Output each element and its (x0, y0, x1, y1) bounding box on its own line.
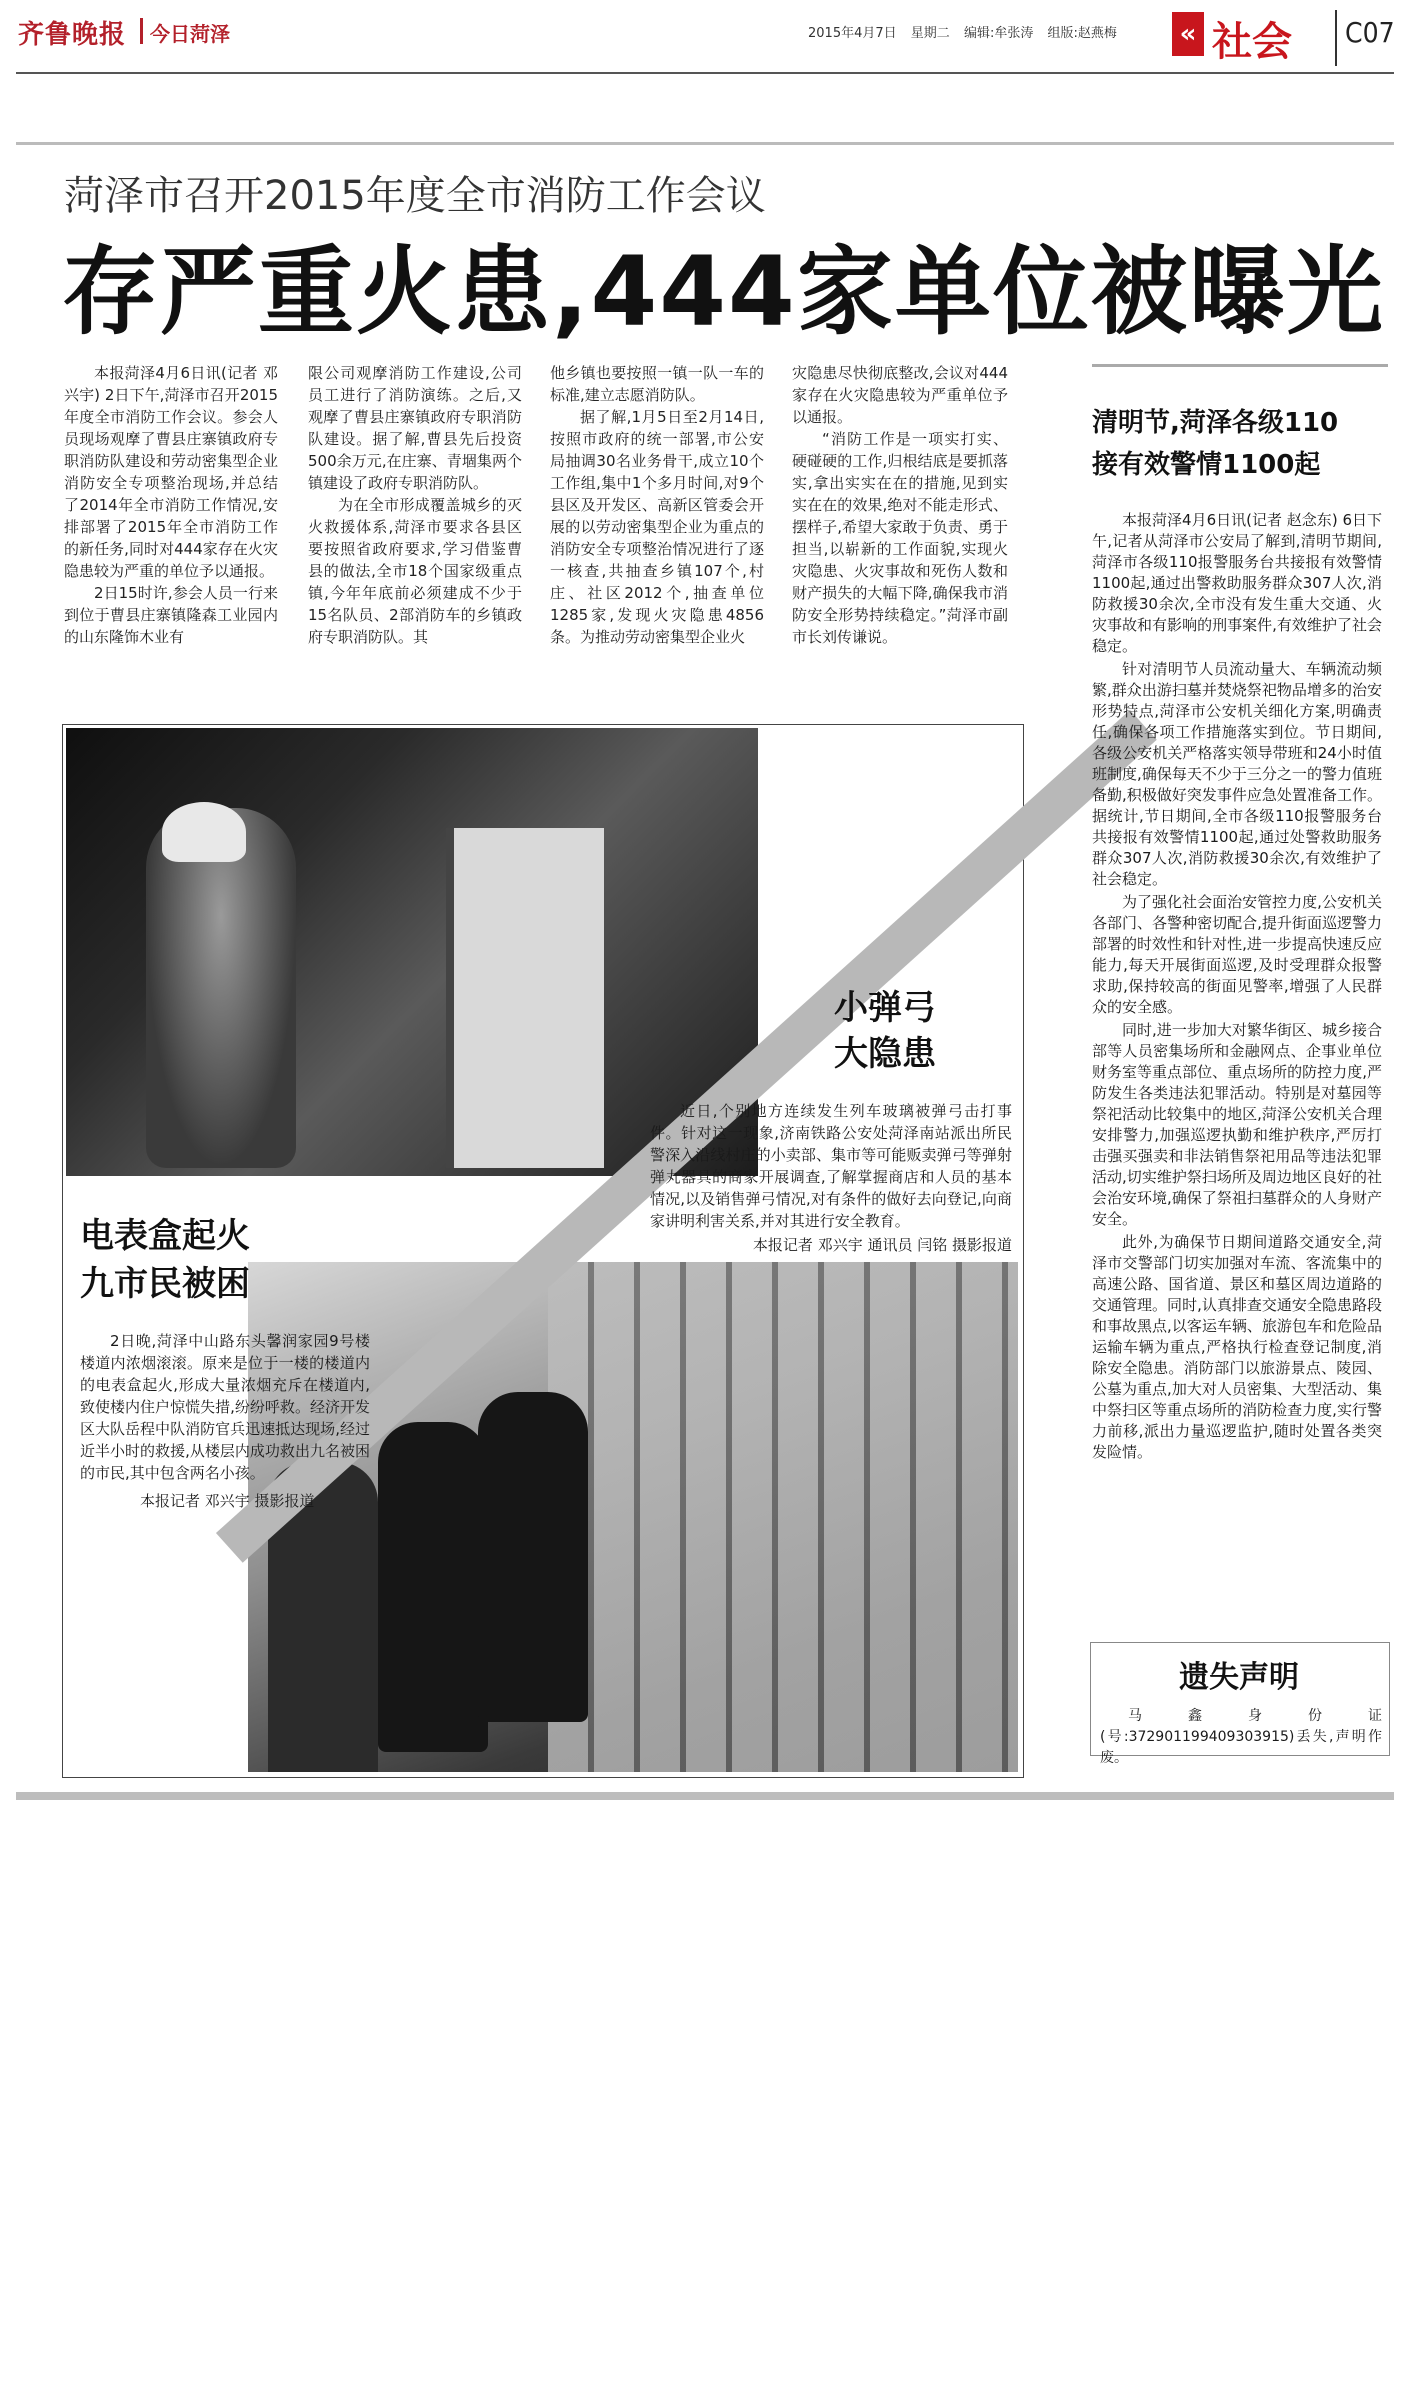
photo-shop-shelves (548, 1262, 1018, 1772)
paragraph: 2日15时许,参会人员一行来到位于曹县庄寨镇隆森工业园内的山东隆饰木业有 (64, 584, 278, 646)
paragraph: 本报菏泽4月6日讯(记者 邓兴宇) 2日下午,菏泽市召开2015年度全市消防工作会议。参会人员现场观摩了曹县庄寨镇政府专职消防队建设和劳动密集型企业消防安全专项整治现场,并总结了2014年全市消防工作情况,安排部署了2015年全市消防工作的新任务,同时对444家存在火灾隐患较为严重的单位予以通报。 (64, 364, 278, 580)
paragraph: 灾隐患尽快彻底整改,会议对444家存在火灾隐患较为严重单位予以通报。 (792, 364, 1008, 426)
meterbox-body: 2日晚,菏泽中山路东头馨润家园9号楼楼道内浓烟滚滚。原来是位于一楼的楼道内的电表盒起火,形成大量浓烟充斥在楼道内,致使楼内住户惊慌失措,纷纷呼救。经济开发区大队岳程中队消防官兵迅速抵达现场,经过近半小时的救援,从楼层内成功救出九名被困的市民,其中包含两名小孩。 (80, 1332, 370, 1482)
lead-column-4 (792, 362, 1008, 648)
lost-notice-title: 遗失声明 (1179, 1660, 1299, 1695)
slingshot-headline-line: 小弹弓 (834, 988, 936, 1028)
issue-weekday: 星期二 (910, 26, 950, 41)
lead-subheadline: 菏泽市召开2015年度全市消防工作会议 (64, 173, 766, 219)
sidebar-rule (1092, 364, 1388, 367)
layout-credit: 组版:赵燕梅 (1047, 26, 1117, 41)
slingshot-body: 近日,个别地方连续发生列车玻璃被弹弓击打事件。针对这一现象,济南铁路公安处菏泽南站派出所民警深入沿线村庄的小卖部、集市等可能贩卖弹弓等弹射弹丸器具的商家开展调查,了解掌握商店和人员的基本情况,以及销售弹弓情况,对有条件的做好去向登记,向商家讲明利害关系,并对其进行安全教育。 (650, 1102, 1012, 1230)
paragraph: 他乡镇也要按照一镇一队一车的标准,建立志愿消防队。 (550, 364, 764, 404)
paragraph: 为在全市形成覆盖城乡的灭火救援体系,菏泽市要求各县区要按照省政府要求,学习借鉴曹县的做法,全市18个国家级重点镇,今年年底前必须建成不少于15名队员、2部消防车的乡镇政府专职消防队。其 (308, 496, 522, 646)
meterbox-headline (80, 1212, 250, 1308)
section-divider (1335, 10, 1337, 66)
meterbox-story (80, 1330, 370, 1512)
newspaper-logo: 齐鲁晚报 (18, 20, 127, 50)
issue-date: 2015年4月7日 (808, 26, 897, 41)
sidebar-headline (1092, 402, 1388, 486)
photo-helmet (162, 802, 246, 862)
section-label: 社会 (1212, 19, 1292, 65)
lead-headline: 存严重火患,444家单位被曝光 (62, 236, 1385, 348)
page-number: C07 (1345, 16, 1395, 49)
issue-meta (808, 22, 1127, 41)
sidebar-story (1092, 510, 1382, 1465)
paragraph: 同时,进一步加大对繁华街区、城乡接合部等人员密集场所和金融网点、企事业单位财务室等重点部位、重点场所的防控力度,严防发生各类违法犯罪活动。特别是对墓园等祭祀活动比较集中的地区,菏泽公安机关合理安排警力,加强巡逻执勤和维护秩序,严厉打击强买强卖和非法销售祭祀用品等违法犯罪活动,切实维护祭扫场所及周边地区良好的社会治安环境,确保了祭祖扫墓群众的人身财产安全。 (1092, 1021, 1382, 1228)
paragraph: 本报菏泽4月6日讯(记者 赵念东) 6日下午,记者从菏泽市公安局了解到,清明节期间,菏泽市各级110报警服务台共接报有效警情1100起,通过出警救助服务群众307人次,消防救援30余次,全市没有发生重大交通、火灾事故和有影响的刑事案件,有效维护了社会稳定。 (1092, 511, 1382, 655)
paragraph: 据了解,1月5日至2月14日,按照市政府的统一部署,市公安局抽调30名业务骨干,成立10个工作组,集中1个多月时间,对9个县区及开发区、高新区管委会开展的以劳动密集型企业为重点的消防安全专项整治情况进行了逐一核查,共抽查乡镇107个,村庄、社区2012个,抽查单位1285家,发现火灾隐患4856条。为推动劳动密集型企业火 (550, 408, 764, 646)
lost-notice-body: 马鑫身份证(号:372901199409303915)丢失,声明作废。 (1100, 1708, 1382, 1766)
meterbox-headline-line: 九市民被困 (80, 1264, 250, 1304)
header-rule (16, 142, 1394, 145)
top-rule (16, 72, 1394, 74)
lead-column-1 (64, 362, 278, 648)
slingshot-story (650, 1100, 1012, 1256)
sidebar-headline-line: 接有效警情1100起 (1092, 450, 1321, 480)
paragraph: “消防工作是一项实打实、硬碰硬的工作,归根结底是要抓落实,拿出实实在在的措施,见到实实在在的效果,绝对不能走形式、摆样子,希望大家敢于负责、勇于担当,以崭新的工作面貌,实现火灾隐患、火灾事故和死伤人数和财产损失的大幅下降,确保我市消防安全形势持续稳定。”菏泽市副市长刘传谦说。 (792, 430, 1008, 646)
slingshot-byline: 本报记者 邓兴宇 通讯员 闫铭 摄影报道 (752, 1236, 1012, 1254)
masthead-divider (140, 18, 143, 44)
lead-column-2 (308, 362, 522, 648)
sidebar-headline-line: 清明节,菏泽各级110 (1092, 408, 1339, 438)
lead-column-3 (550, 362, 764, 648)
paragraph: 为了强化社会面治安管控力度,公安机关各部门、各警种密切配合,提升街面巡逻警力部署的时效性和针对性,进一步提高快速反应能力,每天开展街面巡逻,及时受理群众报警求助,保持较高的街面见警率,增强了人民群众的安全感。 (1092, 893, 1382, 1016)
bottom-rule (16, 1792, 1394, 1800)
editor-credit: 编辑:牟张涛 (963, 26, 1034, 41)
slingshot-headline (834, 985, 936, 1077)
meterbox-byline: 本报记者 邓兴宇 摄影报道 (140, 1492, 315, 1510)
edition-name: 今日菏泽 (150, 22, 230, 46)
photo-officer (378, 1422, 488, 1752)
paragraph: 此外,为确保节日期间道路交通安全,菏泽市交警部门切实加强对车流、客流集中的高速公路、国省道、景区和墓区周边道路的交通管理。同时,认真排查交通安全隐患路段和事故黑点,以客运车辆、旅游包车和危险品运输车辆为重点,严格执行检查登记制度,消除安全隐患。消防部门以旅游景点、陵园、公墓为重点,加大对人员密集、大型活动、集中祭扫区等重点场所的消防检查力度,实行警力前移,派出力量巡逻监护,随时处置各类突发险情。 (1092, 1233, 1382, 1461)
paragraph: 限公司观摩消防工作建设,公司员工进行了消防演练。之后,又观摩了曹县庄寨镇政府专职消防队建设。据了解,曹县先后投资500余万元,在庄寨、青堌集两个镇建设了政府专职消防队。 (308, 364, 522, 492)
meterbox-headline-line: 电表盒起火 (80, 1216, 250, 1256)
slingshot-headline-line: 大隐患 (834, 1034, 936, 1074)
paragraph: 针对清明节人员流动量大、车辆流动频繁,群众出游扫墓并焚烧祭祀物品增多的治安形势特点,菏泽市公安机关细化方案,明确责任,确保各项工作措施落实到位。节日期间,各级公安机关严格落实领导带班和24小时值班制度,确保每天不少于三分之一的警力值班备勤,积极做好突发事件应急处置准备工作。据统计,节日期间,全市各级110报警服务台共接报有效警情1100起,通过处警救助服务群众307人次,消防救援30余次,有效维护了社会稳定。 (1092, 660, 1382, 888)
photo-officer (478, 1392, 588, 1722)
section-chevron-icon: « (1172, 12, 1204, 56)
photo-doorway (446, 828, 604, 1168)
photo-firefighter (146, 808, 296, 1168)
